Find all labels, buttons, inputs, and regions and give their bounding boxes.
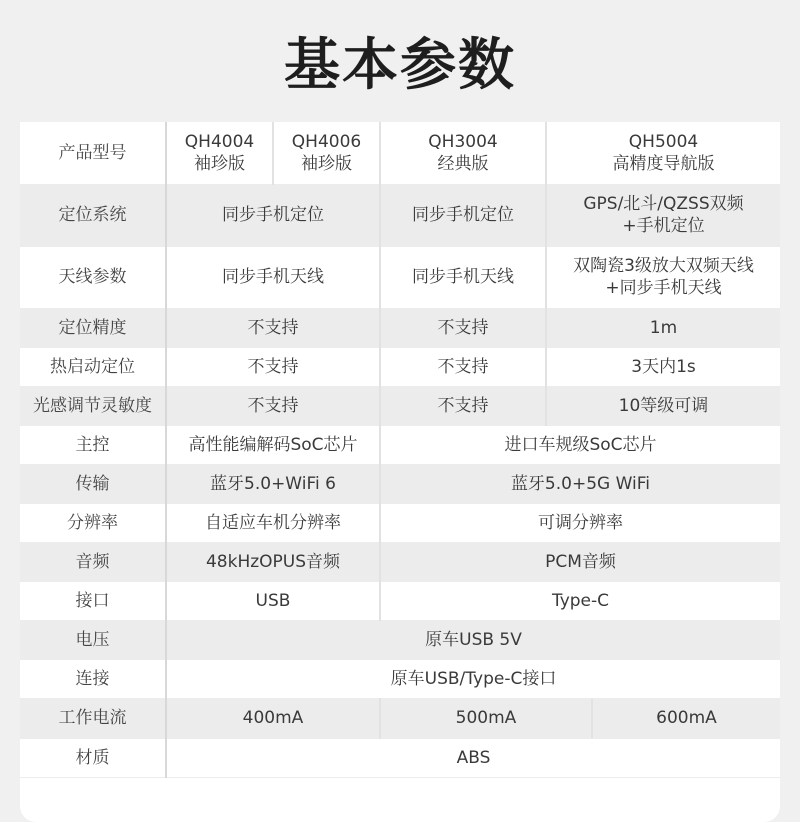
cell-other: 可调分辨率 bbox=[380, 503, 780, 542]
table-row-model bbox=[20, 122, 780, 184]
row-label: 接口 bbox=[20, 581, 166, 620]
row-label: 主控 bbox=[20, 425, 166, 464]
model-variant: 袖珍版 bbox=[194, 153, 245, 174]
cell-pocket: 400mA bbox=[166, 698, 380, 738]
row-label: 天线参数 bbox=[20, 246, 166, 308]
cell-pocket: 蓝牙5.0+WiFi 6 bbox=[166, 464, 380, 503]
model-code: QH3004 bbox=[428, 131, 498, 152]
table-row-accuracy bbox=[20, 308, 780, 347]
cell-line: GPS/北斗/QZSS双频 bbox=[583, 194, 744, 214]
model-qh5004 bbox=[546, 122, 780, 184]
cell-pocket: 不支持 bbox=[166, 386, 380, 425]
cell-pocket: USB bbox=[166, 581, 380, 620]
cell-all: 原车USB/Type-C接口 bbox=[166, 659, 780, 698]
table-row-current bbox=[20, 698, 780, 738]
table-row-voltage bbox=[20, 620, 780, 659]
cell-pocket: 不支持 bbox=[166, 308, 380, 347]
cell-classic: 500mA bbox=[381, 699, 593, 738]
table-row-connection bbox=[20, 659, 780, 698]
model-code: QH5004 bbox=[628, 131, 699, 152]
cell-pocket: 不支持 bbox=[166, 347, 380, 386]
table-row-soc bbox=[20, 425, 780, 464]
table-row-hotstart bbox=[20, 347, 780, 386]
table-row-port bbox=[20, 581, 780, 620]
model-variant: 经典版 bbox=[437, 153, 489, 174]
cell-all: 原车USB 5V bbox=[166, 620, 780, 659]
cell-other: 进口车规级SoC芯片 bbox=[380, 425, 780, 464]
cell-pocket: 同步手机天线 bbox=[166, 246, 380, 308]
cell-all: ABS bbox=[166, 738, 780, 777]
model-code: QH4004 bbox=[184, 131, 255, 152]
row-label: 定位系统 bbox=[20, 184, 166, 246]
model-code: QH4006 bbox=[291, 131, 362, 152]
spec-table bbox=[20, 122, 780, 778]
model-variant: 袖珍版 bbox=[301, 153, 352, 174]
table-row-resolution bbox=[20, 503, 780, 542]
table-row-material bbox=[20, 738, 780, 777]
table-row-transfer bbox=[20, 464, 780, 503]
cell-pocket: 48kHzOPUS音频 bbox=[166, 542, 380, 581]
table-row-audio bbox=[20, 542, 780, 581]
table-row-light bbox=[20, 386, 780, 425]
page-title: 基本参数 bbox=[284, 33, 516, 98]
cell-nav bbox=[546, 184, 780, 246]
row-label: 连接 bbox=[20, 659, 166, 698]
cell-nav: 1m bbox=[546, 308, 780, 347]
table-row-antenna bbox=[20, 246, 780, 308]
cell-nav: 3天内1s bbox=[546, 347, 780, 386]
model-qh4006 bbox=[273, 122, 380, 184]
row-label-model: 产品型号 bbox=[20, 122, 166, 184]
cell-nav: 600mA bbox=[656, 708, 717, 728]
cell-line: 双陶瓷3级放大双频天线 bbox=[573, 256, 754, 276]
row-label: 传输 bbox=[20, 464, 166, 503]
model-variant: 高精度导航版 bbox=[612, 153, 715, 174]
cell-pocket: 同步手机定位 bbox=[166, 184, 380, 246]
cell-nav: 10等级可调 bbox=[546, 386, 780, 425]
row-label: 电压 bbox=[20, 620, 166, 659]
cell-line: +同步手机天线 bbox=[605, 278, 722, 298]
model-qh3004 bbox=[380, 122, 546, 184]
row-label: 热启动定位 bbox=[20, 347, 166, 386]
cell-other: Type-C bbox=[380, 581, 780, 620]
row-label: 光感调节灵敏度 bbox=[20, 386, 166, 425]
model-qh4004 bbox=[166, 122, 273, 184]
row-label: 材质 bbox=[20, 738, 166, 777]
cell-classic: 同步手机定位 bbox=[380, 184, 546, 246]
cell-classic-nav bbox=[380, 698, 780, 738]
row-label: 音频 bbox=[20, 542, 166, 581]
row-label: 定位精度 bbox=[20, 308, 166, 347]
cell-other: 蓝牙5.0+5G WiFi bbox=[380, 464, 780, 503]
table-row-positioning bbox=[20, 184, 780, 246]
cell-nav bbox=[546, 246, 780, 308]
cell-other: PCM音频 bbox=[380, 542, 780, 581]
cell-classic: 同步手机天线 bbox=[380, 246, 546, 308]
cell-classic: 不支持 bbox=[380, 386, 546, 425]
cell-pocket: 自适应车机分辨率 bbox=[166, 503, 380, 542]
row-label: 工作电流 bbox=[20, 698, 166, 738]
row-label: 分辨率 bbox=[20, 503, 166, 542]
cell-classic: 不支持 bbox=[380, 308, 546, 347]
cell-pocket: 高性能编解码SoC芯片 bbox=[166, 425, 380, 464]
cell-line: +手机定位 bbox=[622, 216, 705, 236]
cell-classic: 不支持 bbox=[380, 347, 546, 386]
